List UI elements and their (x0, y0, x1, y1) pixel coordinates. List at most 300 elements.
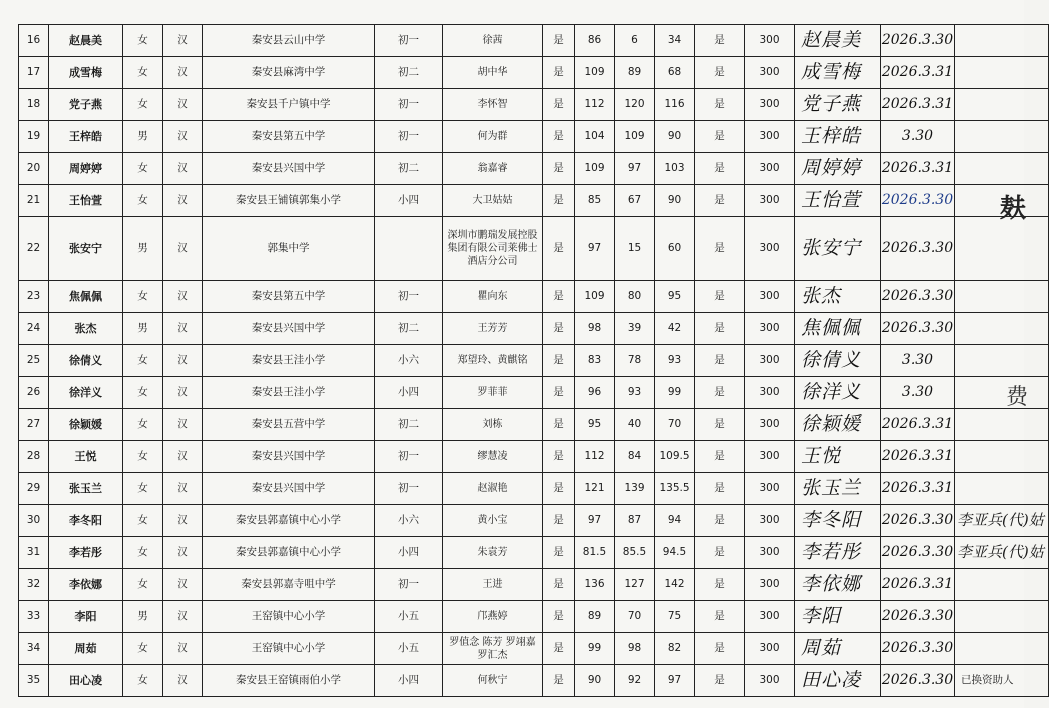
amount: 300 (745, 121, 795, 153)
score-2: 40 (615, 409, 655, 441)
score-3: 116 (655, 89, 695, 121)
amount: 300 (745, 441, 795, 473)
score-3: 135.5 (655, 473, 695, 505)
status-flag-2: 是 (695, 153, 745, 185)
status-flag: 是 (543, 601, 575, 633)
note (955, 345, 1049, 377)
handwritten-signature: 张玉兰 (795, 473, 881, 505)
ethnicity: 汉 (163, 185, 203, 217)
handwritten-signature: 徐洋义 (795, 377, 881, 409)
note: 李亚兵(代)姑 (955, 537, 1049, 569)
handwritten-signature: 王悦 (795, 441, 881, 473)
status-flag: 是 (543, 569, 575, 601)
note (955, 409, 1049, 441)
score-1: 109 (575, 57, 615, 89)
score-1: 86 (575, 25, 615, 57)
handwritten-signature: 党子燕 (795, 89, 881, 121)
score-2: 67 (615, 185, 655, 217)
table-row (19, 409, 1049, 441)
student-name: 张杰 (49, 313, 123, 345)
school-name: 秦安县兴国中学 (203, 441, 375, 473)
status-flag-2: 是 (695, 409, 745, 441)
signed-date: 3.30 (881, 121, 955, 153)
grade: 初二 (375, 313, 443, 345)
status-flag-2: 是 (695, 185, 745, 217)
school-name: 秦安县王窑镇雨伯小学 (203, 665, 375, 697)
ethnicity: 汉 (163, 441, 203, 473)
amount: 300 (745, 569, 795, 601)
status-flag-2: 是 (695, 537, 745, 569)
score-1: 104 (575, 121, 615, 153)
student-name: 田心凌 (49, 665, 123, 697)
gender: 女 (123, 377, 163, 409)
gender: 男 (123, 313, 163, 345)
row-number: 18 (19, 89, 49, 121)
score-3: 42 (655, 313, 695, 345)
school-name: 秦安县郭嘉镇中心小学 (203, 537, 375, 569)
score-1: 112 (575, 89, 615, 121)
signed-date: 2026.3.30 (881, 185, 955, 217)
amount: 300 (745, 601, 795, 633)
handwritten-signature: 赵晨美 (795, 25, 881, 57)
grade: 初一 (375, 121, 443, 153)
score-2: 87 (615, 505, 655, 537)
note: 已换资助人 (955, 665, 1049, 697)
handwritten-signature: 周茹 (795, 633, 881, 665)
table-row (19, 377, 1049, 409)
sponsor-name: 刘栋 (443, 409, 543, 441)
row-number: 35 (19, 665, 49, 697)
amount: 300 (745, 665, 795, 697)
grade: 初一 (375, 569, 443, 601)
sponsor-name: 胡中华 (443, 57, 543, 89)
grade: 小四 (375, 537, 443, 569)
school-name: 秦安县郭嘉镇中心小学 (203, 505, 375, 537)
handwritten-signature: 焦佩佩 (795, 313, 881, 345)
gender: 男 (123, 217, 163, 281)
amount: 300 (745, 505, 795, 537)
signed-date: 2026.3.30 (881, 505, 955, 537)
note (955, 121, 1049, 153)
sponsor-name: 邝燕婷 (443, 601, 543, 633)
status-flag: 是 (543, 281, 575, 313)
score-3: 97 (655, 665, 695, 697)
handwritten-signature: 李依娜 (795, 569, 881, 601)
school-name: 秦安县王洼小学 (203, 345, 375, 377)
note (955, 281, 1049, 313)
gender: 女 (123, 473, 163, 505)
status-flag: 是 (543, 313, 575, 345)
status-flag-2: 是 (695, 313, 745, 345)
student-name: 李阳 (49, 601, 123, 633)
ethnicity: 汉 (163, 121, 203, 153)
score-2: 85.5 (615, 537, 655, 569)
status-flag: 是 (543, 473, 575, 505)
grade: 初一 (375, 25, 443, 57)
table-row (19, 281, 1049, 313)
sponsor-name: 罗菲菲 (443, 377, 543, 409)
signed-date: 2026.3.30 (881, 633, 955, 665)
amount: 300 (745, 345, 795, 377)
note (955, 153, 1049, 185)
status-flag-2: 是 (695, 121, 745, 153)
amount: 300 (745, 409, 795, 441)
row-number: 22 (19, 217, 49, 281)
student-name: 张安宁 (49, 217, 123, 281)
score-3: 60 (655, 217, 695, 281)
gender: 女 (123, 185, 163, 217)
grade: 初二 (375, 153, 443, 185)
grade: 初一 (375, 441, 443, 473)
score-1: 98 (575, 313, 615, 345)
status-flag-2: 是 (695, 441, 745, 473)
grade: 小六 (375, 505, 443, 537)
table-row (19, 185, 1049, 217)
row-number: 34 (19, 633, 49, 665)
status-flag: 是 (543, 121, 575, 153)
school-name: 秦安县五营中学 (203, 409, 375, 441)
student-name: 党子燕 (49, 89, 123, 121)
grade: 小六 (375, 345, 443, 377)
score-1: 109 (575, 153, 615, 185)
signed-date: 2026.3.31 (881, 441, 955, 473)
sponsor-name: 瞿向东 (443, 281, 543, 313)
school-name: 王窑镇中心小学 (203, 633, 375, 665)
gender: 女 (123, 441, 163, 473)
sponsor-name: 罗值念 陈芳 罗翊嘉 罗汇杰 (443, 633, 543, 665)
row-number: 19 (19, 121, 49, 153)
row-number: 24 (19, 313, 49, 345)
school-name: 秦安县麻湾中学 (203, 57, 375, 89)
school-name: 秦安县郭嘉寺咀中学 (203, 569, 375, 601)
score-2: 109 (615, 121, 655, 153)
school-name: 秦安县兴国中学 (203, 473, 375, 505)
score-2: 78 (615, 345, 655, 377)
student-name: 周茹 (49, 633, 123, 665)
school-name: 秦安县云山中学 (203, 25, 375, 57)
status-flag: 是 (543, 537, 575, 569)
school-name: 秦安县王铺镇郭集小学 (203, 185, 375, 217)
gender: 女 (123, 345, 163, 377)
status-flag-2: 是 (695, 57, 745, 89)
signed-date: 3.30 (881, 377, 955, 409)
sponsor-name: 赵淑艳 (443, 473, 543, 505)
signed-date: 2026.3.30 (881, 313, 955, 345)
score-1: 97 (575, 217, 615, 281)
handwritten-signature: 李冬阳 (795, 505, 881, 537)
amount: 300 (745, 89, 795, 121)
table-row (19, 665, 1049, 697)
sponsor-name: 深圳市鹏瑞发展控股集团有限公司莱佛士酒店分公司 (443, 217, 543, 281)
sponsor-name: 郑望玲、黄麒铭 (443, 345, 543, 377)
status-flag: 是 (543, 217, 575, 281)
row-number: 16 (19, 25, 49, 57)
score-1: 85 (575, 185, 615, 217)
student-name: 李冬阳 (49, 505, 123, 537)
school-name: 王窑镇中心小学 (203, 601, 375, 633)
row-number: 27 (19, 409, 49, 441)
grade: 小五 (375, 633, 443, 665)
status-flag-2: 是 (695, 345, 745, 377)
amount: 300 (745, 153, 795, 185)
handwritten-signature: 徐颖媛 (795, 409, 881, 441)
ethnicity: 汉 (163, 409, 203, 441)
school-name: 秦安县兴国中学 (203, 153, 375, 185)
score-2: 6 (615, 25, 655, 57)
gender: 女 (123, 25, 163, 57)
status-flag: 是 (543, 377, 575, 409)
row-number: 17 (19, 57, 49, 89)
grade: 初一 (375, 281, 443, 313)
note (955, 217, 1049, 281)
note (955, 473, 1049, 505)
sponsor-name: 王进 (443, 569, 543, 601)
score-1: 136 (575, 569, 615, 601)
student-name: 徐洋义 (49, 377, 123, 409)
note: 李亚兵(代)姑 (955, 505, 1049, 537)
ethnicity: 汉 (163, 217, 203, 281)
student-sponsorship-table (18, 24, 1049, 697)
student-name: 焦佩佩 (49, 281, 123, 313)
status-flag: 是 (543, 441, 575, 473)
score-3: 94 (655, 505, 695, 537)
score-3: 93 (655, 345, 695, 377)
ethnicity: 汉 (163, 377, 203, 409)
gender: 女 (123, 89, 163, 121)
amount: 300 (745, 57, 795, 89)
student-name: 李若彤 (49, 537, 123, 569)
score-3: 34 (655, 25, 695, 57)
handwritten-signature: 田心凌 (795, 665, 881, 697)
status-flag-2: 是 (695, 217, 745, 281)
sponsor-name: 黄小宝 (443, 505, 543, 537)
status-flag-2: 是 (695, 473, 745, 505)
status-flag: 是 (543, 345, 575, 377)
score-3: 70 (655, 409, 695, 441)
gender: 女 (123, 665, 163, 697)
gender: 男 (123, 601, 163, 633)
row-number: 29 (19, 473, 49, 505)
gender: 女 (123, 153, 163, 185)
student-name: 张玉兰 (49, 473, 123, 505)
status-flag-2: 是 (695, 281, 745, 313)
signed-date: 2026.3.31 (881, 409, 955, 441)
table-row (19, 505, 1049, 537)
grade: 初二 (375, 57, 443, 89)
ethnicity: 汉 (163, 89, 203, 121)
sponsor-name: 李怀智 (443, 89, 543, 121)
gender: 女 (123, 537, 163, 569)
handwritten-signature: 王梓皓 (795, 121, 881, 153)
status-flag: 是 (543, 409, 575, 441)
table-row (19, 345, 1049, 377)
note (955, 601, 1049, 633)
status-flag-2: 是 (695, 665, 745, 697)
edge-character: 麸 (999, 194, 1026, 224)
signed-date: 2026.3.30 (881, 601, 955, 633)
table-row (19, 217, 1049, 281)
ethnicity: 汉 (163, 505, 203, 537)
note (955, 89, 1049, 121)
score-3: 109.5 (655, 441, 695, 473)
amount: 300 (745, 281, 795, 313)
signed-date: 3.30 (881, 345, 955, 377)
row-number: 20 (19, 153, 49, 185)
student-name: 成雪梅 (49, 57, 123, 89)
status-flag-2: 是 (695, 505, 745, 537)
score-3: 94.5 (655, 537, 695, 569)
row-number: 30 (19, 505, 49, 537)
handwritten-signature: 张杰 (795, 281, 881, 313)
signed-date: 2026.3.31 (881, 473, 955, 505)
note (955, 441, 1049, 473)
sponsor-name: 缪慧凌 (443, 441, 543, 473)
student-name: 王怡萱 (49, 185, 123, 217)
handwritten-signature: 成雪梅 (795, 57, 881, 89)
handwritten-signature: 李若彤 (795, 537, 881, 569)
signed-date: 2026.3.31 (881, 89, 955, 121)
score-3: 99 (655, 377, 695, 409)
amount: 300 (745, 537, 795, 569)
handwritten-signature: 张安宁 (795, 217, 881, 281)
ethnicity: 汉 (163, 665, 203, 697)
signed-date: 2026.3.30 (881, 217, 955, 281)
status-flag-2: 是 (695, 569, 745, 601)
status-flag-2: 是 (695, 89, 745, 121)
student-name: 徐颖媛 (49, 409, 123, 441)
row-number: 32 (19, 569, 49, 601)
row-number: 33 (19, 601, 49, 633)
status-flag: 是 (543, 57, 575, 89)
gender: 女 (123, 505, 163, 537)
amount: 300 (745, 185, 795, 217)
score-3: 142 (655, 569, 695, 601)
gender: 女 (123, 281, 163, 313)
handwritten-signature: 徐倩义 (795, 345, 881, 377)
amount: 300 (745, 633, 795, 665)
table-row (19, 441, 1049, 473)
score-1: 121 (575, 473, 615, 505)
ethnicity: 汉 (163, 633, 203, 665)
status-flag-2: 是 (695, 633, 745, 665)
status-flag: 是 (543, 153, 575, 185)
score-2: 127 (615, 569, 655, 601)
signed-date: 2026.3.30 (881, 537, 955, 569)
row-number: 21 (19, 185, 49, 217)
status-flag: 是 (543, 185, 575, 217)
signed-date: 2026.3.30 (881, 281, 955, 313)
note (955, 569, 1049, 601)
table-row (19, 89, 1049, 121)
handwritten-signature: 王怡萱 (795, 185, 881, 217)
table-row (19, 537, 1049, 569)
student-name: 王悦 (49, 441, 123, 473)
score-1: 109 (575, 281, 615, 313)
score-3: 95 (655, 281, 695, 313)
score-1: 99 (575, 633, 615, 665)
score-2: 80 (615, 281, 655, 313)
handwritten-signature: 李阳 (795, 601, 881, 633)
gender: 女 (123, 633, 163, 665)
table-row (19, 473, 1049, 505)
status-flag: 是 (543, 89, 575, 121)
school-name: 秦安县千户镇中学 (203, 89, 375, 121)
table-body (19, 25, 1049, 697)
status-flag-2: 是 (695, 377, 745, 409)
school-name: 秦安县第五中学 (203, 121, 375, 153)
note (955, 57, 1049, 89)
sponsor-name: 徐茜 (443, 25, 543, 57)
gender: 女 (123, 57, 163, 89)
row-number: 25 (19, 345, 49, 377)
ethnicity: 汉 (163, 313, 203, 345)
signed-date: 2026.3.31 (881, 57, 955, 89)
student-name: 周婷婷 (49, 153, 123, 185)
score-2: 93 (615, 377, 655, 409)
sponsor-name: 朱袁芳 (443, 537, 543, 569)
school-name: 秦安县兴国中学 (203, 313, 375, 345)
ethnicity: 汉 (163, 601, 203, 633)
score-2: 89 (615, 57, 655, 89)
table-row (19, 313, 1049, 345)
signed-date: 2026.3.31 (881, 569, 955, 601)
amount: 300 (745, 25, 795, 57)
row-number: 23 (19, 281, 49, 313)
note (955, 633, 1049, 665)
signed-date: 2026.3.30 (881, 25, 955, 57)
score-2: 15 (615, 217, 655, 281)
score-2: 92 (615, 665, 655, 697)
amount: 300 (745, 473, 795, 505)
ethnicity: 汉 (163, 57, 203, 89)
grade: 小四 (375, 185, 443, 217)
note (955, 377, 1049, 409)
row-number: 28 (19, 441, 49, 473)
ethnicity: 汉 (163, 153, 203, 185)
ethnicity: 汉 (163, 345, 203, 377)
student-name: 王梓皓 (49, 121, 123, 153)
score-2: 39 (615, 313, 655, 345)
handwritten-signature: 周婷婷 (795, 153, 881, 185)
grade: 小四 (375, 665, 443, 697)
amount: 300 (745, 313, 795, 345)
ethnicity: 汉 (163, 281, 203, 313)
score-2: 97 (615, 153, 655, 185)
score-3: 103 (655, 153, 695, 185)
score-1: 83 (575, 345, 615, 377)
score-1: 89 (575, 601, 615, 633)
grade: 初一 (375, 473, 443, 505)
school-name: 秦安县第五中学 (203, 281, 375, 313)
score-3: 68 (655, 57, 695, 89)
status-flag-2: 是 (695, 601, 745, 633)
row-number: 26 (19, 377, 49, 409)
status-flag: 是 (543, 25, 575, 57)
note (955, 25, 1049, 57)
sponsor-name: 翁嘉睿 (443, 153, 543, 185)
score-1: 95 (575, 409, 615, 441)
table-row (19, 57, 1049, 89)
sponsor-name: 何秋宁 (443, 665, 543, 697)
ethnicity: 汉 (163, 569, 203, 601)
ethnicity: 汉 (163, 25, 203, 57)
sponsor-name: 王芳芳 (443, 313, 543, 345)
score-1: 97 (575, 505, 615, 537)
ethnicity: 汉 (163, 473, 203, 505)
grade: 小五 (375, 601, 443, 633)
score-3: 90 (655, 185, 695, 217)
score-2: 139 (615, 473, 655, 505)
